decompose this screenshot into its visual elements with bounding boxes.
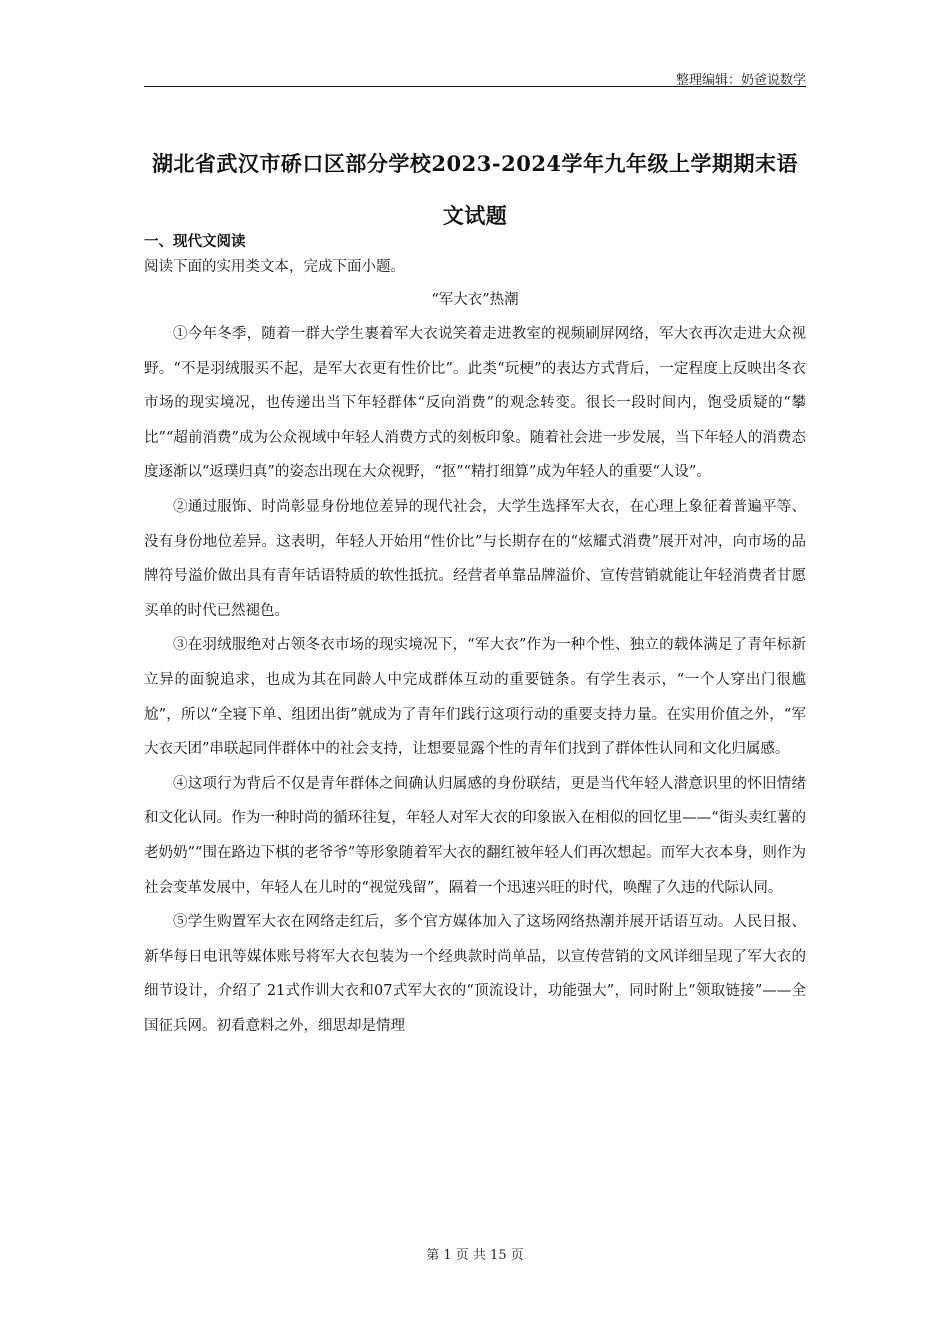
paragraph-2: ②通过服饰、时尚彰显身份地位差异的现代社会，大学生选择军大衣，在心理上象征着普遍平等、没有身份地位差异。这表明，年轻人开始用“性价比”与长期存在的“炫耀式消费”展开对冲，向市场的品牌符号溢价做出具有青年话语特质的软性抵抗。经营者单靠品牌溢价、宣传营销就能让年轻消费者甘愿买单的时代已然褪色。 [144, 498, 806, 619]
header-text: 整理编辑：奶爸说数学 [675, 73, 806, 88]
article-title: “军大衣”热潮 [431, 292, 519, 308]
page-title: 湖北省武汉市硚口区部分学校2023-2024学年九年级上学期期末语文试题 [151, 151, 799, 228]
paragraph-5: ⑤学生购置军大衣在网络走红后，多个官方媒体加入了这场网络热潮并展开话语互动。人民日报、新华每日电讯等媒体账号将军大衣包装为一个经典款时尚单品，以宣传营销的文风详细呈现了军大衣的细节设计，介绍了 21式作训大衣和07式军大衣的“顶流设计，功能强大”，同时附上“领取链接”——全国征兵网。初看意料之外，细思却是情理 [144, 914, 806, 1034]
section-intro: 阅读下面的实用类文本，完成下面小题。 [144, 259, 405, 275]
header-rule [144, 86, 806, 87]
page-footer: 第 1 页 共 15 页 [426, 1248, 524, 1263]
paragraph-3: ③在羽绒服绝对占领冬衣市场的现实境况下，“军大衣”作为一种个性、独立的载体满足了青年标新立异的面貌追求，也成为其在同龄人中完成群体互动的重要链条。有学生表示，“一个人穿出门很尴尬”，所以“全寝下单、组团出街”就成为了青年们践行这项行动的重要支持力量。在实用价值之外，“军大衣天团”串联起同伴群体中的社会支持，让想要显露个性的青年们找到了群体性认同和文化归属感。 [144, 637, 806, 758]
paragraph-1: ①今年冬季，随着一群大学生裹着军大衣说笑着走进教室的视频刷屏网络，军大衣再次走进大众视野。“不是羽绒服买不起，是军大衣更有性价比”。此类“玩梗”的表达方式背后，一定程度上反映出冬衣市场的现实境况，也传递出当下年轻群体“反向消费”的观念转变。很长一段时间内，饱受质疑的“攀比”“超前消费”成为公众视域中年轻人消费方式的刻板印象。随着社会进一步发展，当下年轻人的消费态度逐渐以“返璞归真”的姿态出现在大众视野，“抠”“精打细算”成为年轻人的重要“人设”。 [144, 326, 806, 481]
section-heading: 一、现代文阅读 [144, 234, 246, 250]
article-body [144, 317, 806, 1043]
paragraph-4: ④这项行为背后不仅是青年群体之间确认归属感的身份联结，更是当代年轻人潜意识里的怀旧情绪和文化认同。作为一种时尚的循环往复，年轻人对军大衣的印象嵌入在相似的回忆里——“街头卖红薯的老奶奶”“围在路边下棋的老爷爷”等形象随着军大衣的翻红被年轻人们再次想起。而军大衣本身，则作为社会变革发展中，年轻人在儿时的“视觉残留”，隔着一个迅速兴旺的时代，唤醒了久违的代际认同。 [144, 775, 806, 896]
